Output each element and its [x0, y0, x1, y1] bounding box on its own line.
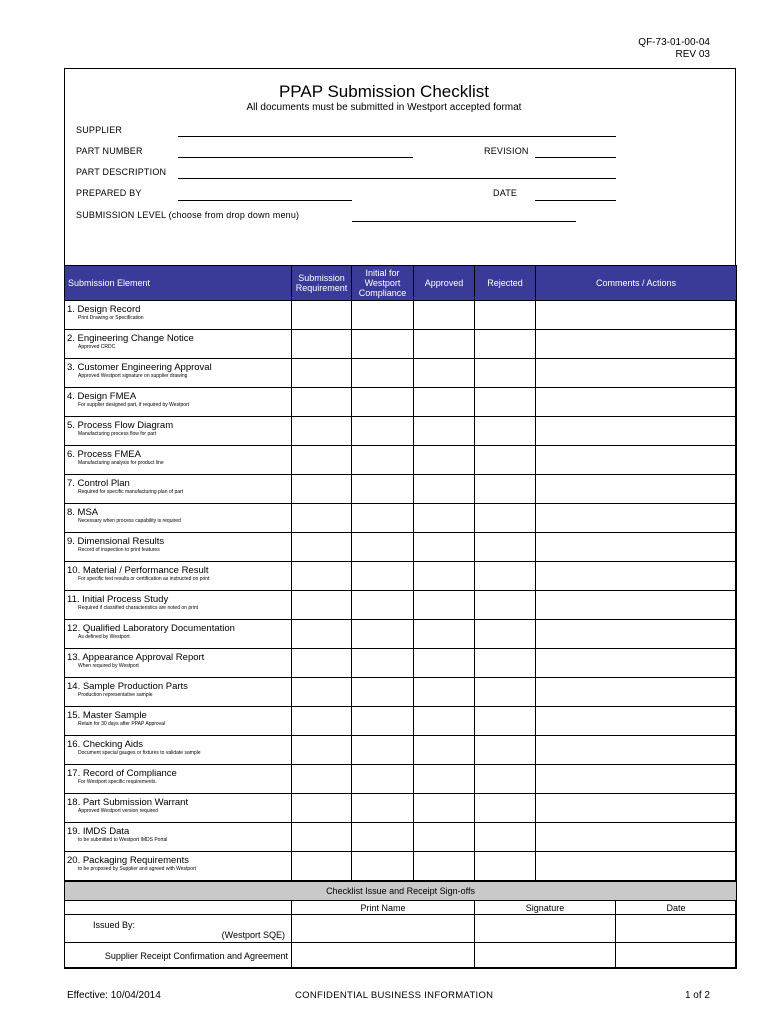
comments-cell[interactable]: [536, 504, 737, 533]
comments-cell[interactable]: [536, 475, 737, 504]
comments-cell[interactable]: [536, 301, 737, 330]
footer-confidential: CONFIDENTIAL BUSINESS INFORMATION: [295, 990, 494, 1001]
rejected-cell[interactable]: [475, 707, 536, 736]
element-note: As defined by Westport: [78, 634, 130, 640]
rejected-cell[interactable]: [475, 359, 536, 388]
submission-element-cell: [65, 359, 292, 388]
element-note: For supplier designed part, if required by Westport: [78, 402, 190, 408]
comments-cell[interactable]: [536, 678, 737, 707]
initial-compliance-cell[interactable]: [352, 533, 414, 562]
initial-compliance-cell[interactable]: [352, 678, 414, 707]
submission-requirement-cell[interactable]: [292, 765, 352, 794]
table-row: [65, 388, 737, 417]
submission-element-cell: [65, 649, 292, 678]
print-name-header: Print Name: [292, 901, 475, 915]
element-name: 9. Dimensional Results: [67, 536, 165, 547]
initial-compliance-cell[interactable]: [352, 794, 414, 823]
initial-compliance-cell[interactable]: [352, 852, 414, 881]
submission-element-cell: [65, 591, 292, 620]
submission-level-label: SUBMISSION LEVEL (choose from drop down menu): [76, 210, 300, 220]
submission-requirement-cell[interactable]: [292, 533, 352, 562]
issued-by-print-name[interactable]: [292, 915, 475, 943]
prepared-by-field[interactable]: [178, 200, 352, 201]
approved-cell[interactable]: [414, 330, 475, 359]
submission-requirement-cell[interactable]: [292, 301, 352, 330]
element-name: 1. Design Record: [67, 304, 141, 315]
element-note: Record of inspection to print features: [78, 547, 160, 553]
comments-cell[interactable]: [536, 794, 737, 823]
rejected-cell[interactable]: [475, 562, 536, 591]
submission-element-cell: [65, 504, 292, 533]
rejected-cell[interactable]: [475, 765, 536, 794]
submission-requirement-cell[interactable]: [292, 504, 352, 533]
submission-element-cell: [65, 678, 292, 707]
submission-requirement-cell[interactable]: [292, 678, 352, 707]
element-note: Necessary when process capability is required: [78, 518, 181, 524]
table-row: [65, 794, 737, 823]
submission-requirement-cell[interactable]: [292, 388, 352, 417]
approved-cell[interactable]: [414, 562, 475, 591]
comments-cell[interactable]: [536, 649, 737, 678]
initial-compliance-cell[interactable]: [352, 301, 414, 330]
rejected-cell[interactable]: [475, 446, 536, 475]
approved-cell[interactable]: [414, 649, 475, 678]
revision-label: REVISION: [484, 146, 529, 156]
issued-by-label: Issued By:: [93, 920, 136, 930]
submission-requirement-cell[interactable]: [292, 823, 352, 852]
comments-cell[interactable]: [536, 417, 737, 446]
element-name: 15. Master Sample: [67, 710, 147, 721]
submission-requirement-cell[interactable]: [292, 562, 352, 591]
element-name: 11. Initial Process Study: [67, 594, 169, 605]
prepared-by-label: PREPARED BY: [76, 188, 142, 198]
comments-cell[interactable]: [536, 707, 737, 736]
element-name: 19. IMDS Data: [67, 826, 130, 837]
initial-compliance-cell[interactable]: [352, 330, 414, 359]
initial-compliance-cell[interactable]: [352, 765, 414, 794]
submission-element-cell: [65, 446, 292, 475]
initial-compliance-cell[interactable]: [352, 707, 414, 736]
submission-requirement-cell[interactable]: [292, 330, 352, 359]
element-note: Required if classified characteristics are noted on print: [78, 605, 199, 611]
approved-cell[interactable]: [414, 475, 475, 504]
element-note: Manufacturing analysis for product line: [78, 460, 164, 466]
table-row: [65, 504, 737, 533]
rejected-cell[interactable]: [475, 794, 536, 823]
table-row: [65, 765, 737, 794]
supplier-print-name[interactable]: [292, 943, 475, 969]
header-submission-requirement: Submission Requirement: [292, 266, 352, 301]
approved-cell[interactable]: [414, 707, 475, 736]
submission-element-cell: [65, 475, 292, 504]
initial-compliance-cell[interactable]: [352, 446, 414, 475]
date-field[interactable]: [535, 200, 616, 201]
header-initial-compliance: Initial for Westport Compliance: [352, 266, 414, 301]
element-note: Print Drawing or Specification: [78, 315, 144, 321]
checklist-table: [64, 265, 737, 881]
comments-cell[interactable]: [536, 823, 737, 852]
rejected-cell[interactable]: [475, 852, 536, 881]
comments-cell[interactable]: [536, 562, 737, 591]
footer-effective-date: Effective: 10/04/2014: [67, 990, 161, 1001]
date-header: Date: [616, 901, 737, 915]
element-name: 13. Appearance Approval Report: [67, 652, 205, 663]
issued-by-signature[interactable]: [475, 915, 616, 943]
rejected-cell[interactable]: [475, 823, 536, 852]
revision-field[interactable]: [535, 157, 616, 158]
submission-element-cell: [65, 330, 292, 359]
checklist-body: [65, 301, 737, 881]
comments-cell[interactable]: [536, 446, 737, 475]
submission-requirement-cell[interactable]: [292, 707, 352, 736]
element-note: Document special gauges or fixtures to validate sample: [78, 750, 201, 756]
submission-element-cell: [65, 852, 292, 881]
element-name: 18. Part Submission Warrant: [67, 797, 189, 808]
initial-compliance-cell[interactable]: [352, 475, 414, 504]
table-row: [65, 649, 737, 678]
supplier-date[interactable]: [616, 943, 737, 969]
submission-element-cell: [65, 765, 292, 794]
rejected-cell[interactable]: [475, 678, 536, 707]
comments-cell[interactable]: [536, 533, 737, 562]
comments-cell[interactable]: [536, 591, 737, 620]
table-row: [65, 707, 737, 736]
approved-cell[interactable]: [414, 359, 475, 388]
element-name: 12. Qualified Laboratory Documentation: [67, 623, 235, 634]
approved-cell[interactable]: [414, 591, 475, 620]
table-row: [65, 678, 737, 707]
submission-requirement-cell[interactable]: [292, 475, 352, 504]
table-row: [65, 562, 737, 591]
element-name: 2. Engineering Change Notice: [67, 333, 194, 344]
initial-compliance-cell[interactable]: [352, 823, 414, 852]
rejected-cell[interactable]: [475, 330, 536, 359]
initial-compliance-cell[interactable]: [352, 736, 414, 765]
rejected-cell[interactable]: [475, 649, 536, 678]
element-name: 3. Customer Engineering Approval: [67, 362, 212, 373]
checklist-header-row: [65, 266, 737, 301]
rejected-cell[interactable]: [475, 388, 536, 417]
submission-requirement-cell[interactable]: [292, 852, 352, 881]
element-name: 5. Process Flow Diagram: [67, 420, 174, 431]
approved-cell[interactable]: [414, 736, 475, 765]
signoff-title: Checklist Issue and Receipt Sign-offs: [65, 882, 737, 901]
table-row: [65, 475, 737, 504]
element-note: When required by Westport: [78, 663, 139, 669]
submission-element-cell: [65, 620, 292, 649]
element-name: 4. Design FMEA: [67, 391, 137, 402]
element-note: Approved Westport signature on supplier drawing: [78, 373, 188, 379]
table-row: [65, 301, 737, 330]
element-note: to be submitted to Westport IMDS Portal: [78, 837, 168, 843]
approved-cell[interactable]: [414, 504, 475, 533]
table-row: [65, 736, 737, 765]
initial-compliance-cell[interactable]: [352, 562, 414, 591]
element-name: 14. Sample Production Parts: [67, 681, 188, 692]
element-name: 16. Checking Aids: [67, 739, 144, 750]
submission-requirement-cell[interactable]: [292, 649, 352, 678]
approved-cell[interactable]: [414, 620, 475, 649]
element-note: Retain for 30 days after PPAP Approval: [78, 721, 166, 727]
table-row: [65, 591, 737, 620]
issued-by-date[interactable]: [616, 915, 737, 943]
comments-cell[interactable]: [536, 852, 737, 881]
supplier-field[interactable]: [178, 136, 616, 137]
comments-cell[interactable]: [536, 620, 737, 649]
approved-cell[interactable]: [414, 417, 475, 446]
part-description-field[interactable]: [178, 178, 616, 179]
submission-requirement-cell[interactable]: [292, 736, 352, 765]
submission-element-cell: [65, 388, 292, 417]
element-note: Approved CRDC: [78, 344, 116, 350]
supplier-label: SUPPLIER: [76, 125, 123, 135]
element-note: Required for specific manufacturing plan of part: [78, 489, 184, 495]
initial-compliance-cell[interactable]: [352, 591, 414, 620]
rejected-cell[interactable]: [475, 591, 536, 620]
signoff-table: [64, 881, 737, 969]
element-note: Approved Westport version required: [78, 808, 158, 814]
approved-cell[interactable]: [414, 852, 475, 881]
footer-page-number: 1 of 2: [684, 990, 710, 1001]
element-name: 7. Control Plan: [67, 478, 130, 489]
element-note: to be proposed by Supplier and agreed with Westport: [78, 866, 197, 872]
supplier-receipt-label: Supplier Receipt Confirmation and Agreement: [65, 943, 292, 969]
submission-requirement-cell[interactable]: [292, 359, 352, 388]
approved-cell[interactable]: [414, 388, 475, 417]
element-name: 20. Packaging Requirements: [67, 855, 189, 866]
comments-cell[interactable]: [536, 330, 737, 359]
element-note: For Westport specific requirements.: [78, 779, 157, 785]
signoff-blank-header: [65, 901, 292, 915]
document-code: QF-73-01-00-04: [638, 37, 710, 48]
header-submission-element: Submission Element: [65, 266, 292, 301]
element-name: 6. Process FMEA: [67, 449, 141, 460]
page-title: PPAP Submission Checklist: [278, 82, 490, 101]
initial-compliance-cell[interactable]: [352, 620, 414, 649]
approved-cell[interactable]: [414, 533, 475, 562]
document-revision: REV 03: [675, 49, 710, 60]
rejected-cell[interactable]: [475, 417, 536, 446]
header-comments: Comments / Actions: [536, 266, 737, 301]
comments-cell[interactable]: [536, 359, 737, 388]
submission-element-cell: [65, 417, 292, 446]
submission-element-cell: [65, 707, 292, 736]
table-row: [65, 852, 737, 881]
comments-cell[interactable]: [536, 765, 737, 794]
submission-element-cell: [65, 794, 292, 823]
rejected-cell[interactable]: [475, 736, 536, 765]
submission-element-cell: [65, 533, 292, 562]
approved-cell[interactable]: [414, 446, 475, 475]
submission-element-cell: [65, 823, 292, 852]
part-description-label: PART DESCRIPTION: [76, 167, 167, 177]
header-rejected: Rejected: [475, 266, 536, 301]
table-row: [65, 620, 737, 649]
approved-cell[interactable]: [414, 678, 475, 707]
submission-element-cell: [65, 562, 292, 591]
part-number-label: PART NUMBER: [76, 146, 143, 156]
approved-cell[interactable]: [414, 794, 475, 823]
rejected-cell[interactable]: [475, 533, 536, 562]
issued-by-role: (Westport SQE): [221, 930, 285, 940]
approved-cell[interactable]: [414, 823, 475, 852]
table-row: [65, 446, 737, 475]
comments-cell[interactable]: [536, 736, 737, 765]
submission-requirement-cell[interactable]: [292, 794, 352, 823]
page-subtitle: All documents must be submitted in Westport accepted format: [246, 102, 522, 113]
element-note: Production representative sample: [78, 692, 153, 698]
approved-cell[interactable]: [414, 301, 475, 330]
element-note: For specific test results or certification as instructed on print: [78, 576, 210, 582]
signature-header: Signature: [475, 901, 616, 915]
table-row: [65, 330, 737, 359]
date-label: DATE: [493, 188, 518, 198]
initial-compliance-cell[interactable]: [352, 388, 414, 417]
table-row: [65, 823, 737, 852]
submission-requirement-cell[interactable]: [292, 446, 352, 475]
initial-compliance-cell[interactable]: [352, 359, 414, 388]
initial-compliance-cell[interactable]: [352, 504, 414, 533]
submission-requirement-cell[interactable]: [292, 591, 352, 620]
rejected-cell[interactable]: [475, 301, 536, 330]
header-approved: Approved: [414, 266, 475, 301]
comments-cell[interactable]: [536, 388, 737, 417]
initial-compliance-cell[interactable]: [352, 649, 414, 678]
rejected-cell[interactable]: [475, 504, 536, 533]
submission-requirement-cell[interactable]: [292, 417, 352, 446]
submission-requirement-cell[interactable]: [292, 620, 352, 649]
issued-by-cell: [65, 915, 292, 943]
submission-element-cell: [65, 301, 292, 330]
supplier-signature[interactable]: [475, 943, 616, 969]
rejected-cell[interactable]: [475, 475, 536, 504]
approved-cell[interactable]: [414, 765, 475, 794]
document-code-block: [638, 37, 710, 61]
element-name: 10. Material / Performance Result: [67, 565, 209, 576]
submission-level-dropdown[interactable]: [352, 221, 576, 222]
table-row: [65, 533, 737, 562]
table-row: [65, 359, 737, 388]
part-number-field[interactable]: [178, 157, 413, 158]
element-name: 8. MSA: [67, 507, 99, 518]
submission-element-cell: [65, 736, 292, 765]
rejected-cell[interactable]: [475, 620, 536, 649]
initial-compliance-cell[interactable]: [352, 417, 414, 446]
table-row: [65, 417, 737, 446]
element-note: Manufacturing process flow for part: [78, 431, 157, 437]
element-name: 17. Record of Compliance: [67, 768, 177, 779]
